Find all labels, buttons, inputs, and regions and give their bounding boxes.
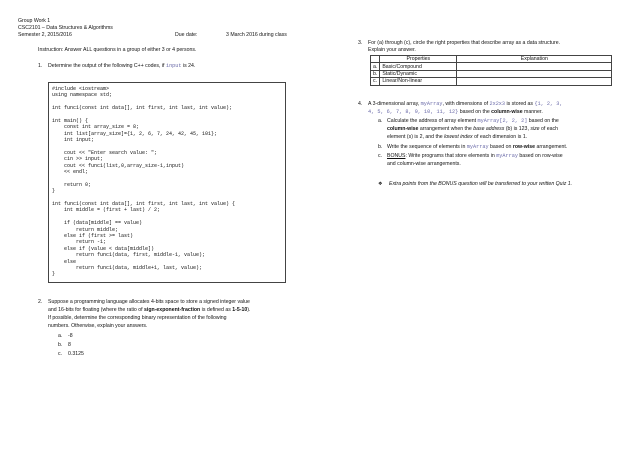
table-row [371, 63, 612, 70]
q1-code-box [48, 82, 286, 283]
q2-line3: If possible, determine the corresponding binary representation of the following [48, 315, 227, 321]
q4b-label: b. [378, 144, 383, 150]
code-line: cout << func1(list,0,array_size-1,input) [52, 162, 185, 169]
q4c-line1: BONUS: Write programs that store elements in myArray based on row-wise [387, 153, 563, 159]
code-line: cin >> input; [52, 156, 104, 163]
instruction: Instruction: Answer ALL questions in a group of either 3 or 4 persons. [38, 47, 197, 53]
code-line: if (data[middle] == value) [52, 220, 143, 227]
code-line: #include <iostream> [52, 86, 110, 92]
due-date: 3 March 2016 during class [226, 32, 287, 38]
code-line: } [52, 188, 56, 195]
code-line: int func1(const int data[], int first, int last, int value) { [52, 201, 236, 208]
table-header-properties: Properties [380, 56, 457, 63]
q3-line1: For (a) through (c), circle the right properties that describe array as a data structure. [368, 40, 561, 46]
q2-item-a-value: -8 [68, 333, 73, 339]
q4a-line3: element (s) is 2, and the lowest index of each dimension is 1. [387, 134, 528, 140]
q2-item-a-label: a. [58, 333, 63, 339]
code-line: else [52, 258, 77, 265]
row-property[interactable]: Linear/Non-linear [380, 78, 457, 85]
table-header-explanation: Explanation [457, 56, 612, 63]
q4-line2: 4, 5, 6, 7, 8, 9, 10, 11, 12} based on the column-wise manner. [368, 109, 543, 115]
q2-item-b-label: b. [58, 342, 63, 348]
note-star-icon: ❖ [378, 181, 383, 187]
code-line: int input; [52, 137, 95, 144]
code-line: } [52, 271, 56, 278]
q2-line2: and 16-bits for floating (where the ratio of sign-exponent-fraction is defined as 1-5-10). [48, 307, 251, 313]
q2-number: 2. [38, 299, 43, 305]
row-explanation [457, 78, 612, 85]
q1-text: Determine the output of the following C++ codes, if input is 24. [48, 63, 196, 69]
q4b-text: Write the sequence of elements in myArray based on row-wise arrangement. [387, 144, 568, 150]
course-code: CSC2101 – Data Structures & Algorithms [18, 25, 113, 31]
q2-line4: numbers. Otherwise, explain your answers. [48, 323, 148, 329]
table-row [371, 78, 612, 85]
table-header-row [371, 56, 612, 63]
q4a-line2: column-wise arrangement when the base address (b) is 123, size of each [387, 126, 559, 132]
row-label: c. [371, 78, 380, 85]
code-line: << endl; [52, 169, 89, 176]
row-property[interactable]: Basic/Compound [380, 63, 457, 70]
code-line: const int array_size = 8; [52, 124, 140, 131]
q4a-label: a. [378, 118, 383, 124]
due-label: Due date: [175, 32, 198, 38]
code-line: return -1; [52, 239, 107, 246]
code-line: int list[array_size]={1, 2, 6, 7, 24, 42, 45, 101}; [52, 130, 218, 137]
course-title: Group Work 1 [18, 18, 51, 24]
row-explanation [457, 70, 612, 77]
code-line: using namespace std; [52, 92, 113, 99]
table-row [371, 70, 612, 77]
code-line: return 0; [52, 181, 92, 188]
code-line: return func1(data, first, middle-1, value); [52, 252, 206, 259]
code-line: return middle; [52, 226, 119, 233]
q2-line1: Suppose a programming language allocates 4-bits space to store a signed integer value [48, 299, 250, 305]
semester: Semester 2, 2015/2016 [18, 32, 72, 38]
q1-number: 1. [38, 63, 43, 69]
q3-number: 3. [358, 40, 363, 46]
row-property[interactable]: Static/Dynamic [380, 70, 457, 77]
code-line: return func1(data, middle+1, last, value); [52, 264, 203, 271]
q2-item-c-value: 0.3125 [68, 351, 84, 357]
q4c-line2: and column-wise arrangements. [387, 161, 461, 167]
q4-line1: A 3-dimensional array, myArray, with dimensions of 2x2x3 is stored as {1, 2, 3, [368, 101, 563, 107]
q3-line2: Explain your answer. [368, 47, 416, 53]
code-line: else if (first >= last) [52, 232, 134, 239]
q4-number: 4. [358, 101, 363, 107]
q4c-label: c. [378, 153, 383, 159]
row-label: a. [371, 63, 380, 70]
code-line: else if (value < data[middle]) [52, 245, 155, 252]
code-line: int main() { [52, 117, 89, 124]
row-explanation [457, 63, 612, 70]
code-line: cout << "Enter search value: "; [52, 149, 158, 156]
code-line: int middle = (first + last) / 2; [52, 207, 161, 214]
bonus-note: Extra points from the BONUS question will be transferred to your written Quiz 1. [389, 181, 573, 187]
table-header-blank [371, 56, 380, 63]
code-line: int func1(const int data[], int first, int last, int value); [52, 105, 233, 112]
q4a-line1: Calculate the address of array element myArray[2, 2, 2] based on the [387, 118, 559, 124]
row-label: b. [371, 70, 380, 77]
q2-item-c-label: c. [58, 351, 63, 357]
properties-table [370, 55, 612, 86]
q2-item-b-value: 8 [68, 342, 71, 348]
